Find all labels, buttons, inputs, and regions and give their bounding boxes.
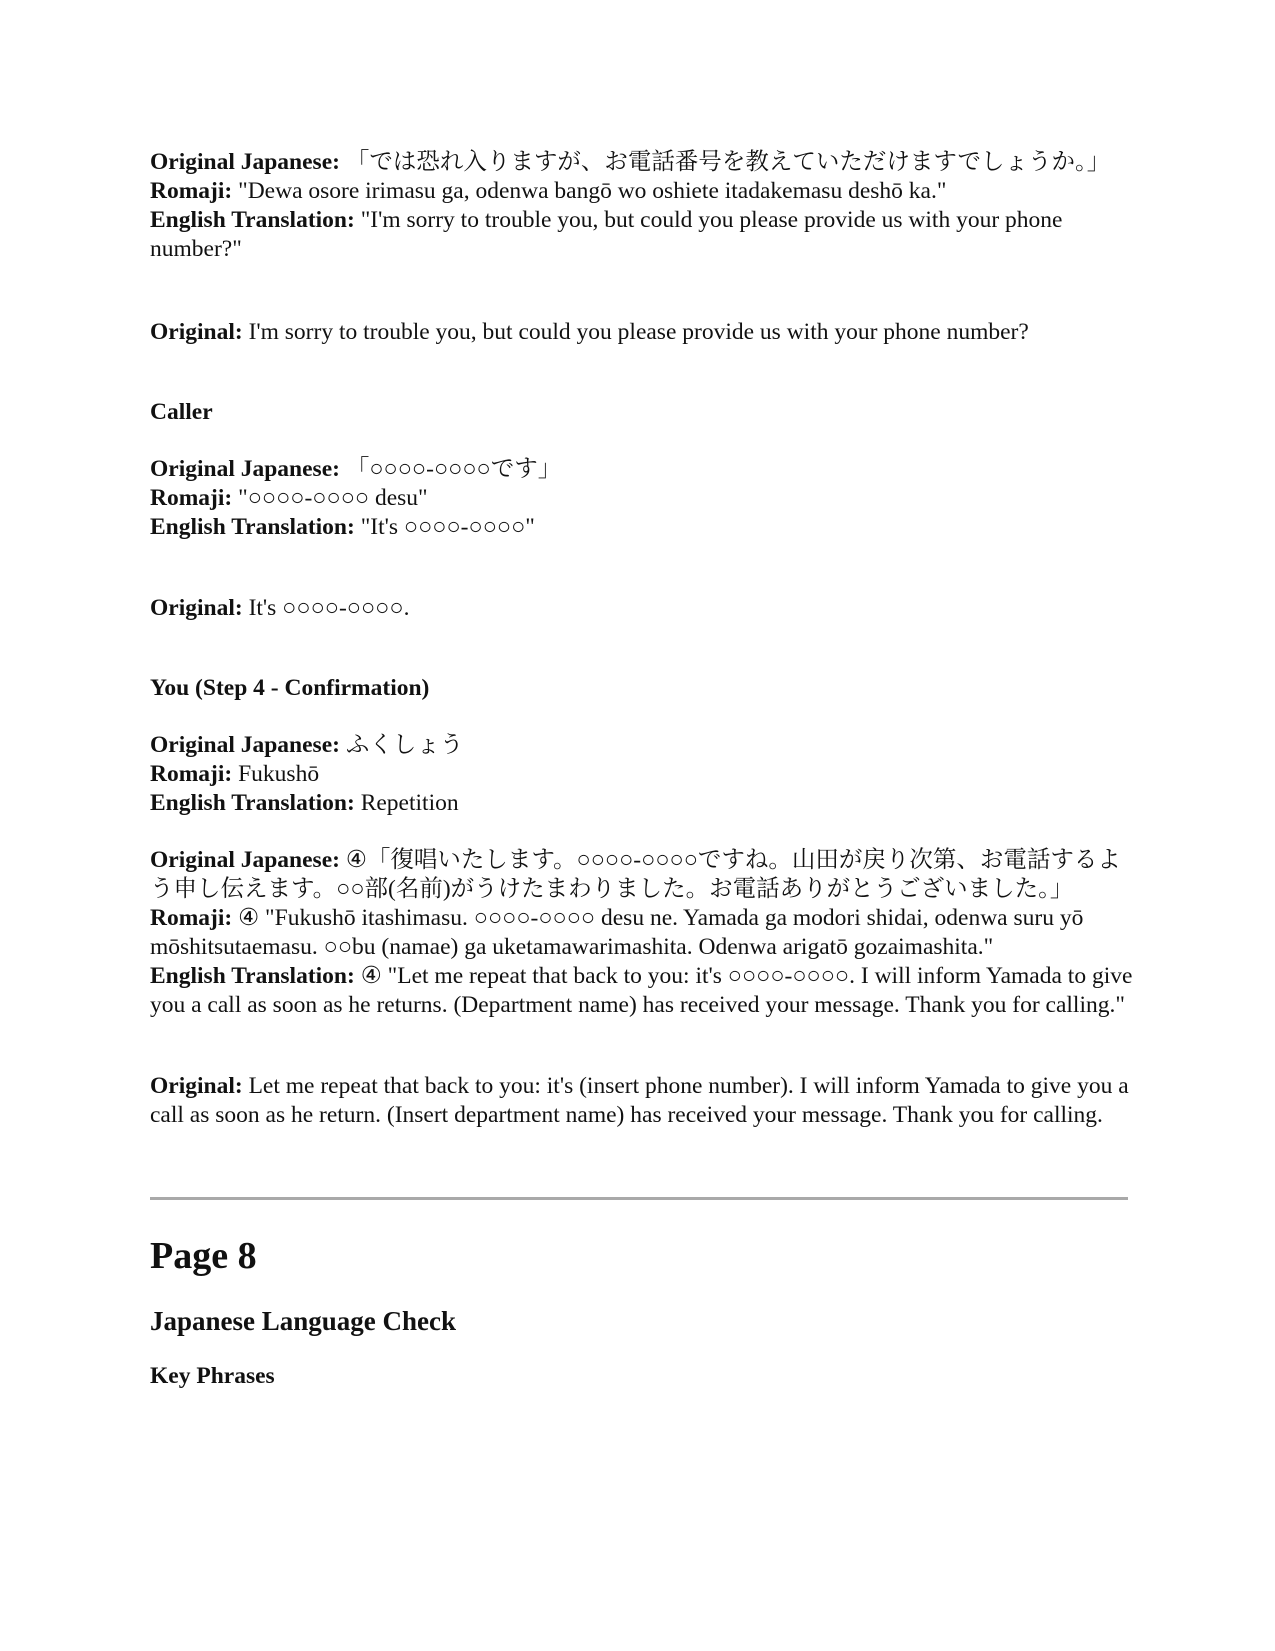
original-line	[150, 318, 1135, 347]
japanese-line	[150, 455, 1135, 484]
romaji-label: Romaji:	[150, 905, 233, 931]
romaji-line	[150, 760, 1135, 789]
romaji-text: "○○○○-○○○○ desu"	[238, 485, 428, 511]
english-text: ④ "Let me repeat that back to you: it's ○○○○-○○○○. I will inform Yamada to give you a call as soon as he returns. (Department name) has received your message. Thank you for calling."	[150, 963, 1133, 1018]
entry-caller-number	[150, 455, 1135, 542]
original-line	[150, 1072, 1135, 1130]
japanese-text: 「○○○○-○○○○です」	[345, 456, 562, 482]
romaji-label: Romaji:	[150, 761, 233, 787]
original-text: I'm sorry to trouble you, but could you please provide us with your phone number?	[248, 318, 1029, 345]
romaji-line	[150, 177, 1135, 206]
page-number-heading: Page 8	[150, 1235, 257, 1277]
original-line	[150, 594, 1135, 623]
romaji-label: Romaji:	[150, 178, 233, 204]
english-line	[150, 513, 1135, 542]
japanese-line	[150, 148, 1135, 177]
japanese-line	[150, 846, 1135, 904]
romaji-text: Fukushō	[238, 761, 320, 787]
original-japanese-label: Original Japanese:	[150, 732, 340, 758]
romaji-line	[150, 484, 1135, 513]
japanese-text: ふくしょう	[345, 732, 464, 758]
romaji-label: Romaji:	[150, 485, 233, 511]
original-text: Let me repeat that back to you: it's (insert phone number). I will inform Yamada to give you a call as soon as he return. (Insert department name) has received your message. Thank you for calling.	[150, 1072, 1129, 1128]
entry-fukusho	[150, 731, 1135, 818]
document-page	[150, 148, 1135, 1391]
original-japanese-label: Original Japanese:	[150, 149, 340, 175]
original-label: Original:	[150, 1072, 243, 1099]
english-translation-label: English Translation:	[150, 207, 355, 233]
english-text: "I'm sorry to trouble you, but could you please provide us with your phone number?"	[150, 207, 1063, 262]
original-text: It's ○○○○-○○○○.	[248, 594, 410, 621]
entry-phone-request	[150, 148, 1135, 264]
english-text: Repetition	[360, 790, 459, 816]
romaji-text: "Dewa osore irimasu ga, odenwa bangō wo oshiete itadakemasu deshō ka."	[238, 178, 947, 204]
original-label: Original:	[150, 594, 243, 621]
speaker-caller: Caller	[150, 399, 213, 425]
original-japanese-label: Original Japanese:	[150, 847, 340, 873]
japanese-line	[150, 731, 1135, 760]
romaji-line	[150, 904, 1135, 962]
english-translation-label: English Translation:	[150, 514, 355, 540]
english-line	[150, 962, 1135, 1020]
original-japanese-label: Original Japanese:	[150, 456, 340, 482]
japanese-text: ④「復唱いたします。○○○○-○○○○ですね。山田が戻り次第、お電話するよう申し伝えます。○○部(名前)がうけたまわりました。お電話ありがとうございました。」	[150, 847, 1121, 902]
speaker-you-step4: You (Step 4 - Confirmation)	[150, 675, 430, 701]
english-text: "It's ○○○○-○○○○"	[360, 514, 535, 540]
original-label: Original:	[150, 318, 243, 345]
entry-confirmation	[150, 846, 1135, 1020]
english-line	[150, 206, 1135, 264]
key-phrases-heading: Key Phrases	[150, 1363, 275, 1389]
romaji-text: ④ "Fukushō itashimasu. ○○○○-○○○○ desu ne. Yamada ga modori shidai, odenwa suru yō mōshitsutaemasu. ○○bu (namae) ga uketamawarimashita. Odenwa arigatō gozaimashita."	[150, 905, 1084, 960]
english-translation-label: English Translation:	[150, 963, 355, 989]
english-line	[150, 789, 1135, 818]
section-heading: Japanese Language Check	[150, 1306, 457, 1336]
japanese-text: 「では恐れ入りますが、お電話番号を教えていただけますでしょうか。」	[345, 149, 1111, 175]
english-translation-label: English Translation:	[150, 790, 355, 816]
